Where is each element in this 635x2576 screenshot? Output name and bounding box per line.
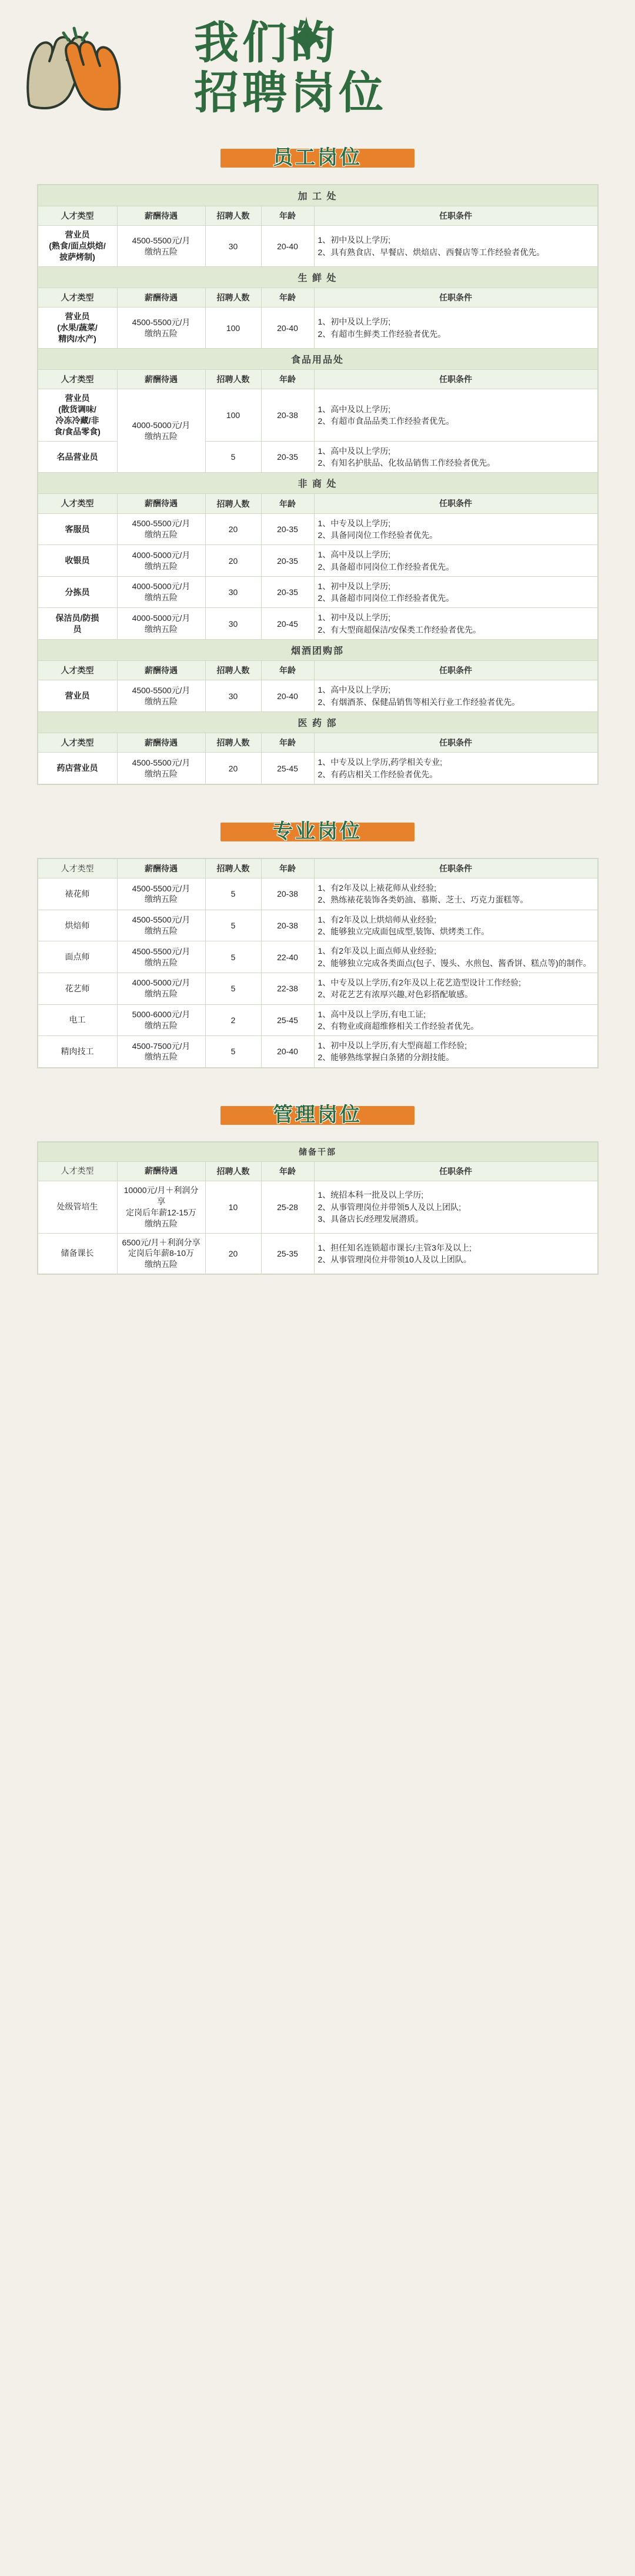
table-header-row [38,288,597,307]
table-row [38,1181,597,1234]
cell-headcount: 2 [205,1004,261,1036]
cell-job-type: 名品营业员 [38,441,117,473]
cell-job-type: 处级管培生 [38,1181,117,1234]
cell-job-type: 裱花师 [38,878,117,910]
cell-salary: 4500-7500元/月 缴纳五险 [117,1036,205,1068]
cell-salary: 4000-5000元/月 缴纳五险 [117,576,205,608]
cell-headcount: 30 [205,680,261,712]
table-header-row [38,661,597,680]
column-header: 招聘人数 [205,288,261,307]
table-header-row [38,206,597,226]
column-header: 薪酬待遇 [117,858,205,878]
cell-age: 20-38 [261,910,314,941]
cell-salary: 4000-5000元/月 缴纳五险 [117,608,205,640]
column-header: 人才类型 [38,661,117,680]
professional-jobs-table-wrap [37,858,599,1068]
management-jobs-table-wrap [37,1141,599,1275]
staff-jobs-table-wrap [37,184,599,785]
cell-headcount: 5 [205,910,261,941]
column-header: 人才类型 [38,1161,117,1181]
cell-job-type: 营业员 (熟食/面点烘焙/ 披萨烤制) [38,226,117,267]
column-header: 年龄 [261,858,314,878]
cell-job-type: 电工 [38,1004,117,1036]
cell-age: 25-45 [261,1004,314,1036]
table-row [38,226,597,267]
cell-headcount: 30 [205,608,261,640]
cell-salary: 4500-5500元/月 缴纳五险 [117,941,205,973]
cell-requirements: 1、统招本科一批及以上学历; 2、从事管理岗位并带领5人及以上团队; 3、具备店长/经理发展潜质。 [314,1181,597,1234]
cell-requirements: 1、有2年及以上裱花师从业经验; 2、熟练裱花装饰各类奶油、慕斯、芝士、巧克力蛋糕等。 [314,878,597,910]
cell-salary: 4500-5500元/月 缴纳五险 [117,680,205,712]
cell-salary: 5000-6000元/月 缴纳五险 [117,1004,205,1036]
cell-requirements: 1、高中及以上学历; 2、有超市食品品类工作经验者优先。 [314,389,597,442]
cell-job-type: 营业员 (水果/蔬菜/ 精肉/水产) [38,308,117,349]
cell-age: 20-45 [261,608,314,640]
hero-title-line-1: 我们的 [194,16,339,69]
cell-job-type: 储备课长 [38,1233,117,1274]
group-title: 加 工 处 [38,185,597,206]
table-header-row [38,733,597,752]
cell-headcount: 10 [205,1181,261,1234]
column-header: 任职条件 [314,494,597,513]
hero-banner [0,0,635,126]
professional-jobs-table [38,858,598,1068]
cell-requirements: 1、初中及以上学历; 2、具备超市同岗位工作经验者优先。 [314,576,597,608]
group-title-row [38,473,597,494]
column-header: 任职条件 [314,1161,597,1181]
cell-headcount: 100 [205,308,261,349]
column-header: 人才类型 [38,858,117,878]
cell-age: 25-28 [261,1181,314,1234]
cell-age: 25-35 [261,1233,314,1274]
table-header-row [38,858,597,878]
cell-requirements: 1、中专及以上学历,药学相关专业; 2、有药店相关工作经验者优先。 [314,753,597,784]
cell-requirements: 1、初中及以上学历; 2、具有熟食店、早餐店、烘焙店、西餐店等工作经验者优先。 [314,226,597,267]
cell-age: 20-40 [261,680,314,712]
group-title-row [38,711,597,733]
cell-headcount: 5 [205,941,261,973]
group-title: 医 药 部 [38,711,597,733]
cell-headcount: 5 [205,973,261,1004]
cell-requirements: 1、初中及以上学历; 2、有超市生鲜类工作经验者优先。 [314,308,597,349]
column-header: 任职条件 [314,206,597,226]
cell-salary: 4500-5500元/月 缴纳五险 [117,753,205,784]
cell-headcount: 20 [205,1233,261,1274]
column-header: 任职条件 [314,288,597,307]
column-header: 薪酬待遇 [117,1161,205,1181]
cell-requirements: 1、有2年及以上面点师从业经验; 2、能够独立完成各类面点(包子、馒头、水煎包、酱香饼、糕点等)的制作。 [314,941,597,973]
section-header-label: 管理岗位 [273,1102,362,1127]
clapping-hands-illustration [18,22,129,111]
cell-headcount: 5 [205,1036,261,1068]
cell-age: 20-35 [261,545,314,577]
table-row [38,878,597,910]
group-title: 非 商 处 [38,473,597,494]
column-header: 人才类型 [38,288,117,307]
cell-salary: 6500元/月＋利润分享 定岗后年薪8-10万 缴纳五险 [117,1233,205,1274]
cell-headcount: 20 [205,753,261,784]
cell-age: 20-40 [261,226,314,267]
column-header: 招聘人数 [205,661,261,680]
cell-salary: 4500-5500元/月 缴纳五险 [117,308,205,349]
column-header: 人才类型 [38,369,117,389]
column-header: 招聘人数 [205,858,261,878]
table-row [38,513,597,545]
cell-salary: 4000-5000元/月 缴纳五险 [117,973,205,1004]
group-title: 食品用品处 [38,348,597,369]
cell-salary: 4500-5500元/月 缴纳五险 [117,226,205,267]
cell-requirements: 1、初中及以上学历; 2、有大型商超保洁/安保类工作经验者优先。 [314,608,597,640]
cell-age: 20-40 [261,1036,314,1068]
column-header: 年龄 [261,733,314,752]
table-row [38,753,597,784]
cell-age: 20-35 [261,441,314,473]
table-row [38,1233,597,1274]
cell-job-type: 收银员 [38,545,117,577]
section-header-management [220,1099,415,1131]
section-header-label: 员工岗位 [273,146,362,169]
column-header: 任职条件 [314,661,597,680]
group-title-row [38,185,597,206]
column-header: 招聘人数 [205,1161,261,1181]
table-row [38,608,597,640]
column-header: 招聘人数 [205,369,261,389]
cell-requirements: 1、有2年及以上烘焙师从业经验; 2、能够独立完成面包成型,装饰、烘烤类工作。 [314,910,597,941]
column-header: 招聘人数 [205,206,261,226]
group-title: 烟酒团购部 [38,640,597,661]
column-header: 年龄 [261,206,314,226]
table-row [38,680,597,712]
table-header-row [38,369,597,389]
column-header: 任职条件 [314,858,597,878]
section-header-label: 专业岗位 [273,819,362,843]
staff-jobs-table [38,185,598,784]
table-header-row [38,494,597,513]
cell-salary: 10000元/月＋利润分享 定岗后年薪12-15万 缴纳五险 [117,1181,205,1234]
hero-title-line-2: 招聘岗位 [194,66,387,119]
column-header: 薪酬待遇 [117,661,205,680]
table-row [38,389,597,442]
column-header: 年龄 [261,369,314,389]
cell-headcount: 20 [205,513,261,545]
cell-job-type: 花艺师 [38,973,117,1004]
column-header: 人才类型 [38,494,117,513]
cell-headcount: 30 [205,576,261,608]
table-row [38,308,597,349]
cell-headcount: 100 [205,389,261,442]
table-row [38,941,597,973]
cell-job-type: 保洁员/防损 员 [38,608,117,640]
cell-age: 20-38 [261,878,314,910]
cell-age: 20-38 [261,389,314,442]
table-row [38,576,597,608]
cell-headcount: 20 [205,545,261,577]
cell-salary: 4500-5500元/月 缴纳五险 [117,513,205,545]
section-header-staff [220,142,415,173]
table-header-row [38,1161,597,1181]
cell-job-type: 烘焙师 [38,910,117,941]
group-title-row [38,266,597,288]
column-header: 薪酬待遇 [117,206,205,226]
column-header: 任职条件 [314,369,597,389]
column-header: 年龄 [261,288,314,307]
column-header: 年龄 [261,1161,314,1181]
cell-requirements: 1、高中及以上学历; 2、有知名护肤品、化妆品销售工作经验者优先。 [314,441,597,473]
table-row [38,973,597,1004]
cell-age: 20-40 [261,308,314,349]
column-header: 招聘人数 [205,733,261,752]
column-header: 年龄 [261,494,314,513]
column-header: 薪酬待遇 [117,733,205,752]
table-row [38,910,597,941]
column-header: 年龄 [261,661,314,680]
cell-requirements: 1、高中及以上学历; 2、具备超市同岗位工作经验者优先。 [314,545,597,577]
cell-job-type: 分拣员 [38,576,117,608]
column-header: 任职条件 [314,733,597,752]
cell-age: 22-38 [261,973,314,1004]
cell-job-type: 客服员 [38,513,117,545]
cell-job-type: 营业员 [38,680,117,712]
table-row [38,1036,597,1068]
column-header: 人才类型 [38,733,117,752]
cell-job-type: 药店营业员 [38,753,117,784]
group-title-row [38,640,597,661]
cell-job-type: 精肉技工 [38,1036,117,1068]
column-header: 人才类型 [38,206,117,226]
column-header: 薪酬待遇 [117,288,205,307]
cell-requirements: 1、担任知名连锁超市课长/主管3年及以上; 2、从事管理岗位并带领10人及以上团队。 [314,1233,597,1274]
cell-salary: 4000-5000元/月 缴纳五险 [117,545,205,577]
group-title-row [38,348,597,369]
cell-requirements: 1、中专及以上学历,有2年及以上花艺造型设计工作经验; 2、对花艺艺有浓厚兴趣,对色彩搭配敏感。 [314,973,597,1004]
cell-headcount: 5 [205,878,261,910]
group-title-row [38,1142,597,1161]
cell-age: 20-35 [261,576,314,608]
cell-requirements: 1、初中及以上学历,有大型商超工作经验; 2、能够熟练掌握白条猪的分割技能。 [314,1036,597,1068]
cell-age: 22-40 [261,941,314,973]
table-row [38,1004,597,1036]
cell-age: 25-45 [261,753,314,784]
column-header: 薪酬待遇 [117,369,205,389]
cell-salary: 4500-5500元/月 缴纳五险 [117,878,205,910]
cell-requirements: 1、中专及以上学历; 2、具备同岗位工作经验者优先。 [314,513,597,545]
management-jobs-table [38,1142,598,1275]
cell-job-type: 面点师 [38,941,117,973]
cell-headcount: 30 [205,226,261,267]
table-row [38,545,597,577]
page-title [194,18,387,118]
cell-headcount: 5 [205,441,261,473]
column-header: 招聘人数 [205,494,261,513]
column-header: 薪酬待遇 [117,494,205,513]
cell-salary: 4500-5500元/月 缴纳五险 [117,910,205,941]
section-header-professional [220,816,415,847]
cell-job-type: 营业员 (散货调味/ 冷冻冷藏/非 食/食品零食) [38,389,117,442]
cell-requirements: 1、高中及以上学历; 2、有烟酒茶、保健品销售等相关行业工作经验者优先。 [314,680,597,712]
cell-salary: 4000-5000元/月 缴纳五险 [117,389,205,473]
cell-age: 20-35 [261,513,314,545]
cell-requirements: 1、高中及以上学历,有电工证; 2、有物业或商超维修相关工作经验者优先。 [314,1004,597,1036]
group-title: 储备干部 [38,1142,597,1161]
group-title: 生 鲜 处 [38,266,597,288]
